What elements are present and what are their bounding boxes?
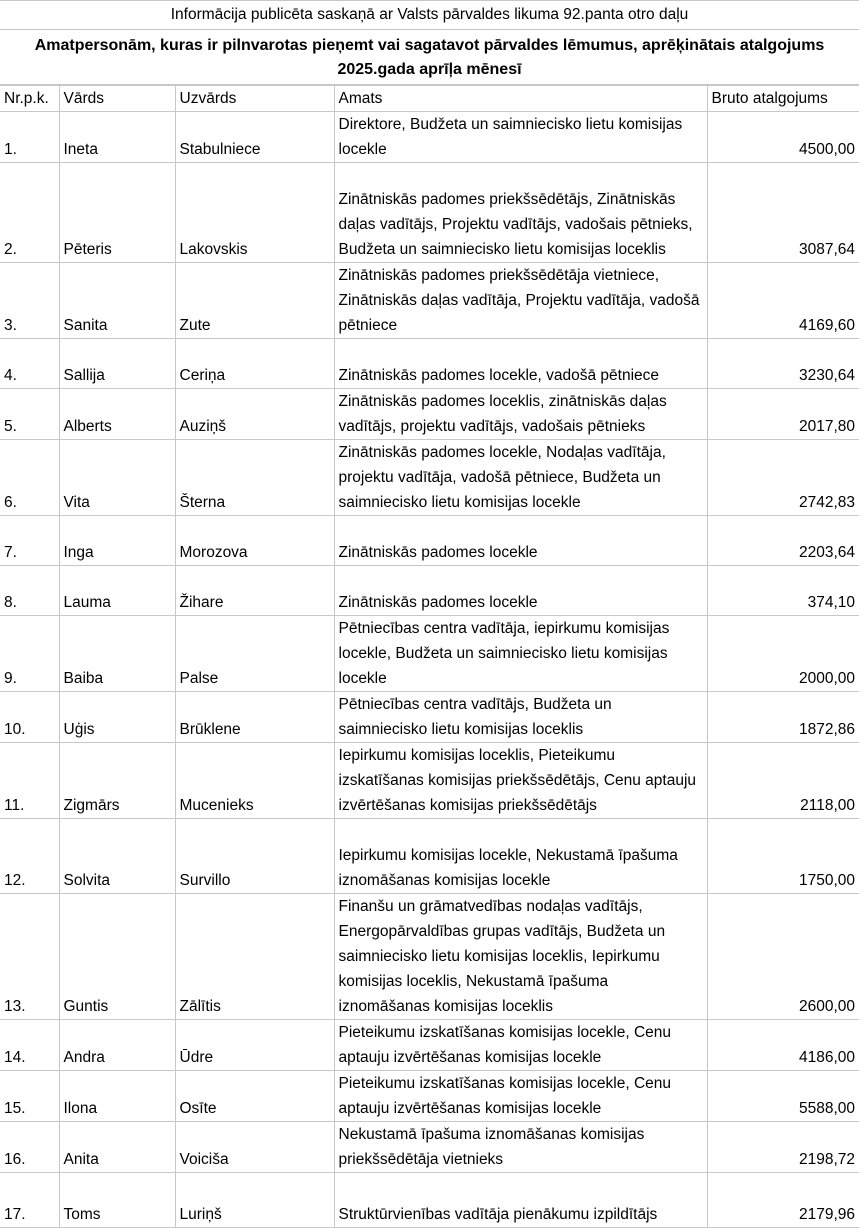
position-cell: Pieteikumu izskatīšanas komisijas locekle, Cenu aptauju izvērtēšanas komisijas locekle — [334, 1071, 707, 1122]
last-name-cell: Ceriņa — [175, 339, 334, 389]
first-name-cell: Solvita — [59, 819, 175, 894]
gross-pay-cell: 4186,00 — [707, 1020, 859, 1071]
position-cell: Direktore, Budžeta un saimniecisko lietu komisijas locekle — [334, 112, 707, 163]
title-line-2: 2025.gada aprīļa mēnesī — [337, 61, 522, 78]
col-header-first-name: Vārds — [59, 86, 175, 112]
table-row — [0, 819, 859, 894]
gross-pay-cell: 5588,00 — [707, 1071, 859, 1122]
gross-pay-cell: 3230,64 — [707, 339, 859, 389]
table-row — [0, 339, 859, 389]
last-name-cell: Zute — [175, 263, 334, 339]
first-name-cell: Sanita — [59, 263, 175, 339]
gross-pay-cell: 3087,64 — [707, 163, 859, 263]
position-cell: Zinātniskās padomes locekle — [334, 566, 707, 616]
position-cell: Iepirkumu komisijas locekle, Nekustamā īpašuma iznomāšanas komisijas locekle — [334, 819, 707, 894]
row-number: 3. — [0, 263, 59, 339]
row-number: 14. — [0, 1020, 59, 1071]
last-name-cell: Survillo — [175, 819, 334, 894]
salary-table — [0, 85, 859, 1228]
last-name-cell: Mucenieks — [175, 743, 334, 819]
position-cell: Nekustamā īpašuma iznomāšanas komisijas priekšsēdētāja vietnieks — [334, 1122, 707, 1173]
row-number: 15. — [0, 1071, 59, 1122]
title-line-1: Amatpersonām, kuras ir pilnvarotas pieņemt vai sagatavot pārvaldes lēmumus, aprēķinātais atalgojums — [34, 37, 825, 54]
table-row — [0, 1122, 859, 1173]
last-name-cell: Voiciša — [175, 1122, 334, 1173]
row-number: 2. — [0, 163, 59, 263]
last-name-cell: Ūdre — [175, 1020, 334, 1071]
page-title — [0, 30, 859, 85]
last-name-cell: Morozova — [175, 516, 334, 566]
table-row — [0, 1071, 859, 1122]
table-row — [0, 263, 859, 339]
table-row — [0, 743, 859, 819]
gross-pay-cell: 1750,00 — [707, 819, 859, 894]
gross-pay-cell: 2000,00 — [707, 616, 859, 692]
first-name-cell: Ilona — [59, 1071, 175, 1122]
gross-pay-cell: 2017,80 — [707, 389, 859, 440]
position-cell: Pieteikumu izskatīšanas komisijas locekle, Cenu aptauju izvērtēšanas komisijas locekle — [334, 1020, 707, 1071]
last-name-cell: Palse — [175, 616, 334, 692]
last-name-cell: Brūklene — [175, 692, 334, 743]
gross-pay-cell: 2118,00 — [707, 743, 859, 819]
table-header-row — [0, 86, 859, 112]
row-number: 17. — [0, 1173, 59, 1228]
first-name-cell: Toms — [59, 1173, 175, 1228]
row-number: 12. — [0, 819, 59, 894]
position-cell: Struktūrvienības vadītāja pienākumu izpildītājs — [334, 1173, 707, 1228]
col-header-position: Amats — [334, 86, 707, 112]
row-number: 4. — [0, 339, 59, 389]
row-number: 16. — [0, 1122, 59, 1173]
row-number: 1. — [0, 112, 59, 163]
last-name-cell: Stabulniece — [175, 112, 334, 163]
first-name-cell: Vita — [59, 440, 175, 516]
position-cell: Finanšu un grāmatvedības nodaļas vadītājs, Energopārvaldības grupas vadītājs, Budžeta un saimniecisko lietu komisijas loceklis, Iepirkumu komisijas loceklis, Nekustamā īpašuma iznomāšanas komisijas loceklis — [334, 894, 707, 1020]
gross-pay-cell: 4169,60 — [707, 263, 859, 339]
gross-pay-cell: 2198,72 — [707, 1122, 859, 1173]
position-cell: Pētniecības centra vadītāja, iepirkumu komisijas locekle, Budžeta un saimniecisko lietu komisijas locekle — [334, 616, 707, 692]
position-cell: Zinātniskās padomes locekle — [334, 516, 707, 566]
position-cell: Zinātniskās padomes locekle, Nodaļas vadītāja, projektu vadītāja, vadošā pētniece, Budžeta un saimniecisko lietu komisijas locekle — [334, 440, 707, 516]
table-row — [0, 894, 859, 1020]
table-row — [0, 566, 859, 616]
row-number: 7. — [0, 516, 59, 566]
row-number: 10. — [0, 692, 59, 743]
first-name-cell: Anita — [59, 1122, 175, 1173]
position-cell: Zinātniskās padomes loceklis, zinātniskās daļas vadītājs, projektu vadītājs, vadošais pētnieks — [334, 389, 707, 440]
gross-pay-cell: 2600,00 — [707, 894, 859, 1020]
row-number: 5. — [0, 389, 59, 440]
position-cell: Zinātniskās padomes priekšsēdētāja vietniece, Zinātniskās daļas vadītāja, Projektu vadītāja, vadošā pētniece — [334, 263, 707, 339]
position-cell: Iepirkumu komisijas loceklis, Pieteikumu izskatīšanas komisijas priekšsēdētājs, Cenu aptauju izvērtēšanas komisijas priekšsēdētājs — [334, 743, 707, 819]
row-number: 8. — [0, 566, 59, 616]
col-header-gross-pay: Bruto atalgojums — [707, 86, 859, 112]
last-name-cell: Lakovskis — [175, 163, 334, 263]
last-name-cell: Auziņš — [175, 389, 334, 440]
table-row — [0, 112, 859, 163]
gross-pay-cell: 374,10 — [707, 566, 859, 616]
first-name-cell: Alberts — [59, 389, 175, 440]
first-name-cell: Inga — [59, 516, 175, 566]
gross-pay-cell: 2742,83 — [707, 440, 859, 516]
gross-pay-cell: 4500,00 — [707, 112, 859, 163]
row-number: 13. — [0, 894, 59, 1020]
first-name-cell: Andra — [59, 1020, 175, 1071]
table-row — [0, 389, 859, 440]
legal-notice: Informācija publicēta saskaņā ar Valsts pārvaldes likuma 92.panta otro daļu — [0, 0, 859, 30]
row-number: 6. — [0, 440, 59, 516]
first-name-cell: Pēteris — [59, 163, 175, 263]
first-name-cell: Zigmārs — [59, 743, 175, 819]
last-name-cell: Osīte — [175, 1071, 334, 1122]
last-name-cell: Luriņš — [175, 1173, 334, 1228]
gross-pay-cell: 2203,64 — [707, 516, 859, 566]
first-name-cell: Guntis — [59, 894, 175, 1020]
gross-pay-cell: 1872,86 — [707, 692, 859, 743]
position-cell: Pētniecības centra vadītājs, Budžeta un saimniecisko lietu komisijas loceklis — [334, 692, 707, 743]
row-number: 9. — [0, 616, 59, 692]
table-body — [0, 112, 859, 1228]
table-row — [0, 616, 859, 692]
table-row — [0, 163, 859, 263]
table-row — [0, 1020, 859, 1071]
position-cell: Zinātniskās padomes locekle, vadošā pētniece — [334, 339, 707, 389]
position-cell: Zinātniskās padomes priekšsēdētājs, Zinātniskās daļas vadītājs, Projektu vadītājs, vadošais pētnieks, Budžeta un saimniecisko lietu komisijas loceklis — [334, 163, 707, 263]
gross-pay-cell: 2179,96 — [707, 1173, 859, 1228]
table-row — [0, 1173, 859, 1228]
table-row — [0, 440, 859, 516]
col-header-last-name: Uzvārds — [175, 86, 334, 112]
first-name-cell: Baiba — [59, 616, 175, 692]
col-header-nr: Nr.p.k. — [0, 86, 59, 112]
row-number: 11. — [0, 743, 59, 819]
first-name-cell: Uģis — [59, 692, 175, 743]
table-row — [0, 692, 859, 743]
last-name-cell: Žihare — [175, 566, 334, 616]
first-name-cell: Ineta — [59, 112, 175, 163]
last-name-cell: Šterna — [175, 440, 334, 516]
last-name-cell: Zālītis — [175, 894, 334, 1020]
first-name-cell: Lauma — [59, 566, 175, 616]
first-name-cell: Sallija — [59, 339, 175, 389]
table-row — [0, 516, 859, 566]
